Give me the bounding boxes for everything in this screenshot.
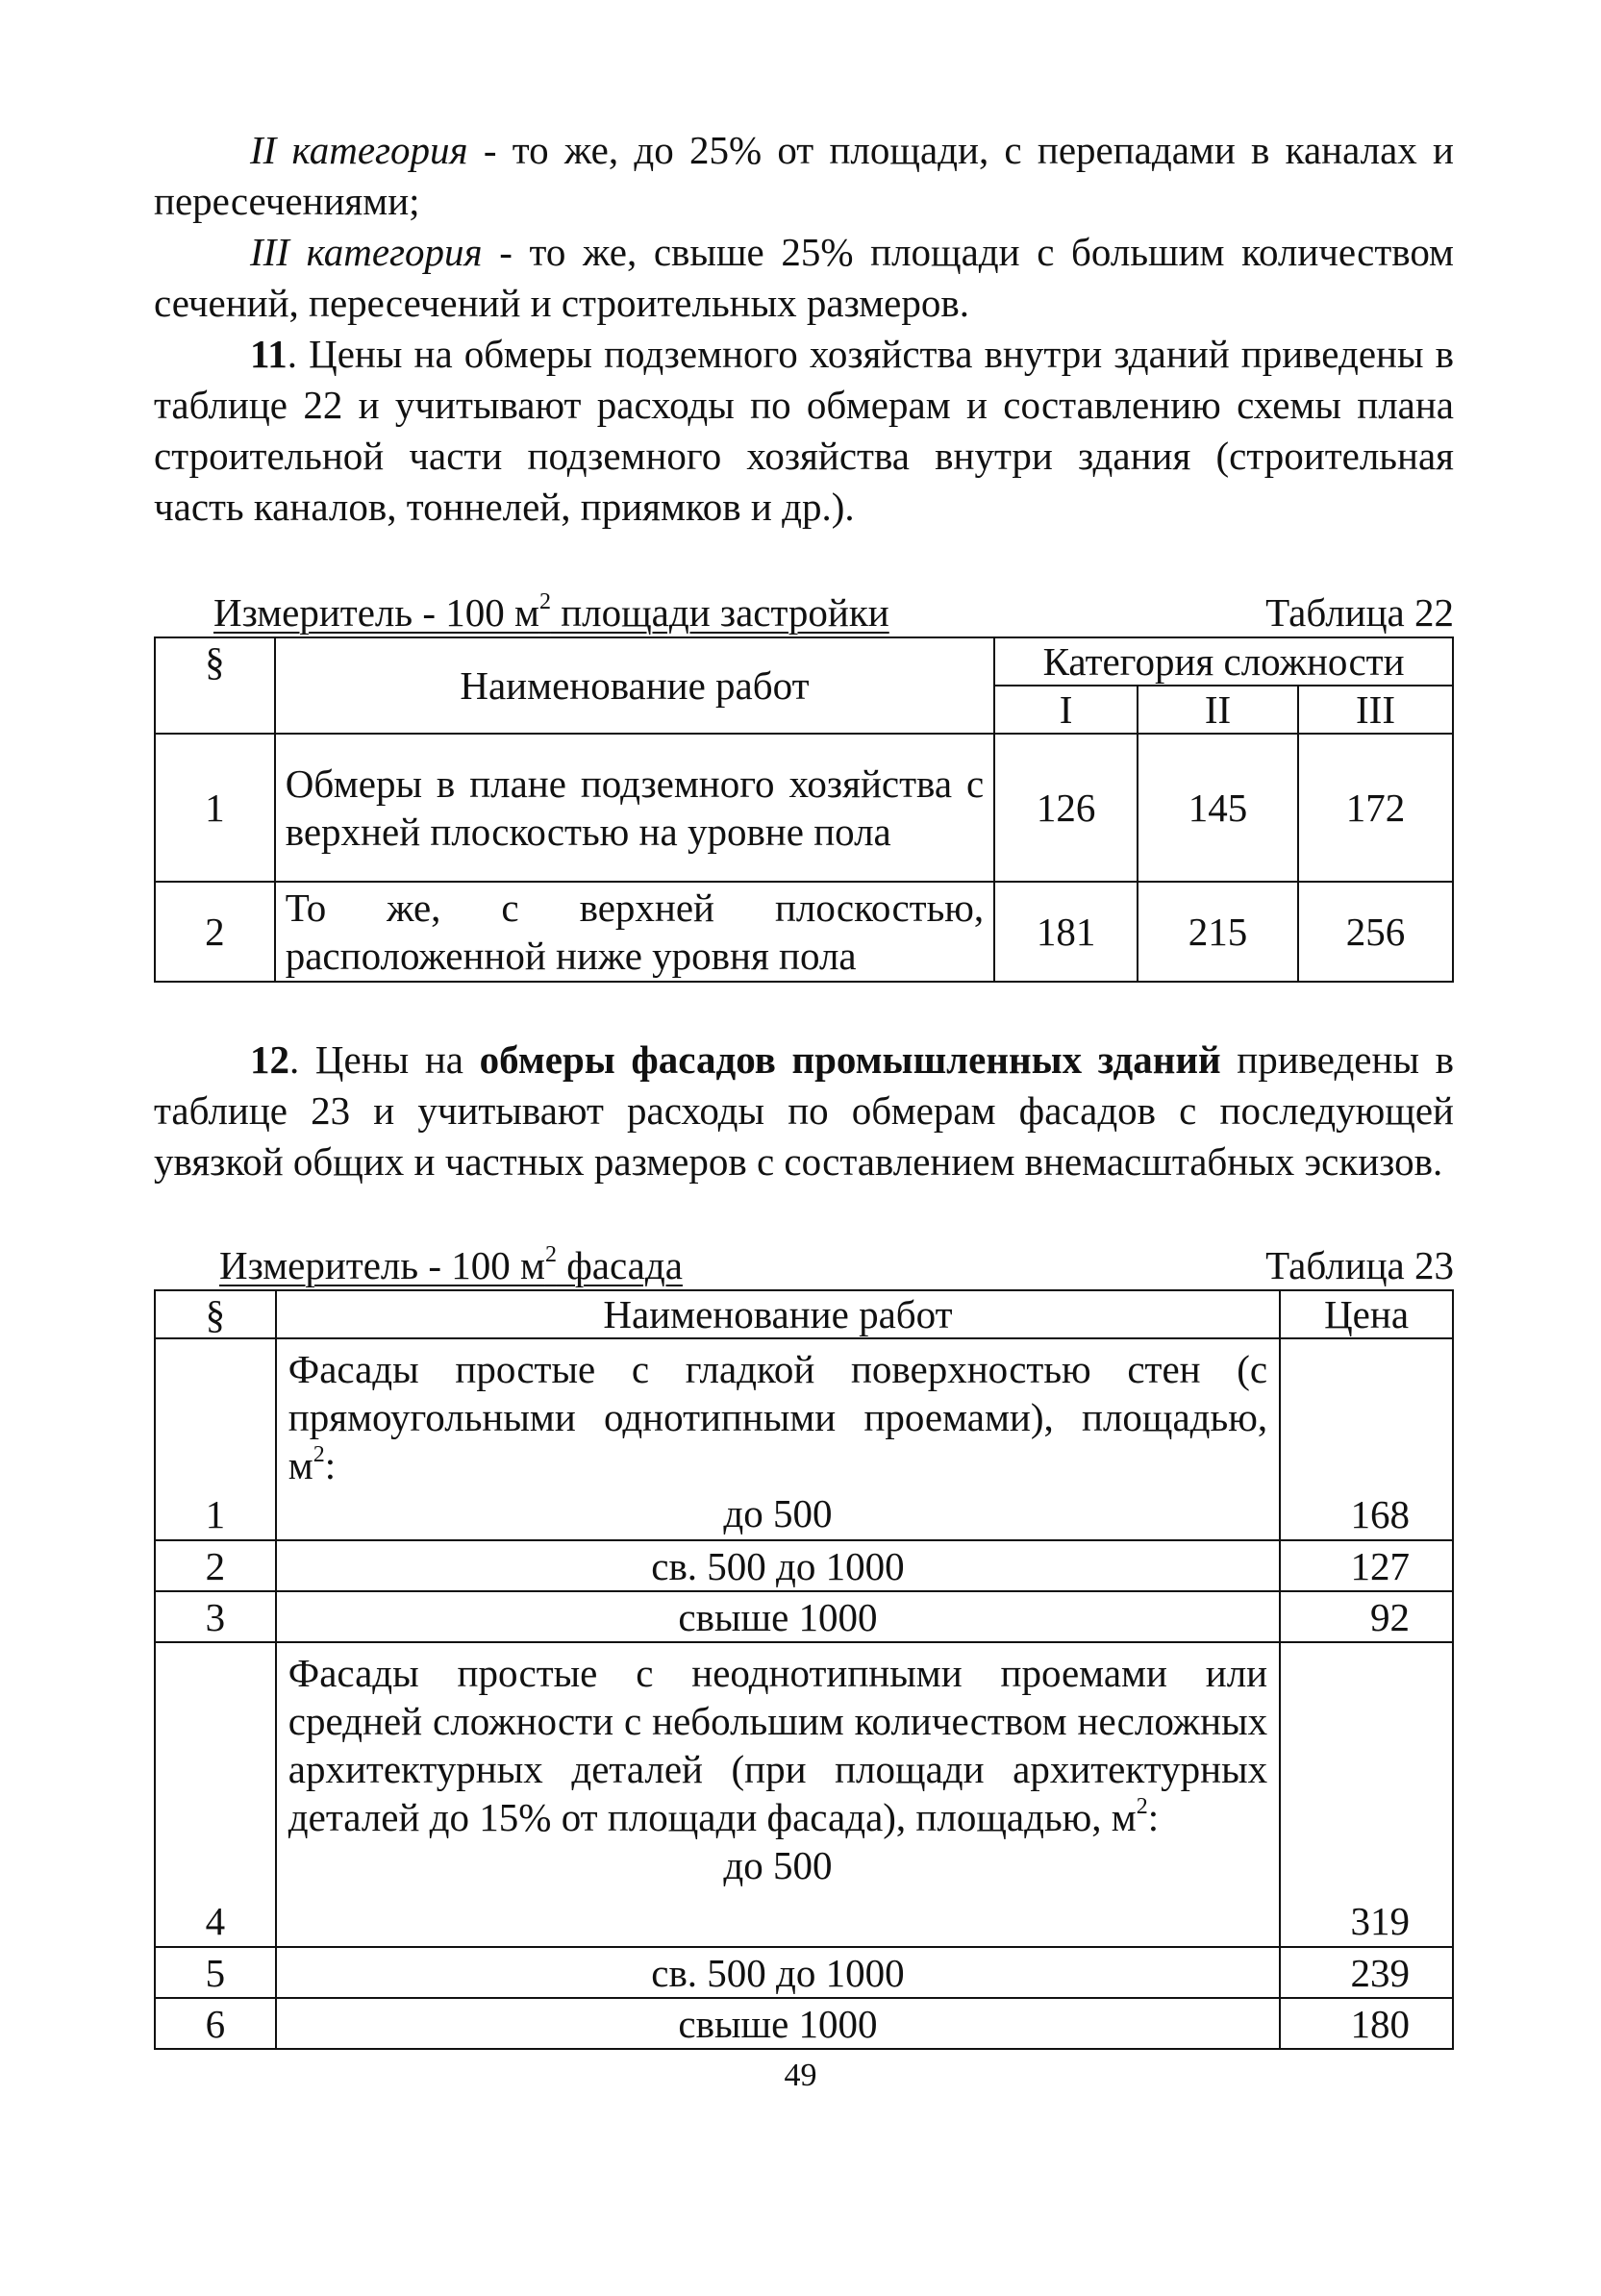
group-1-end: : [324,1443,337,1487]
page-number: 49 [784,2058,817,2093]
row-number: 1 [155,734,275,882]
table-22-header [154,588,1454,636]
header-price: Цена [1280,1290,1453,1338]
row-name: св. 500 до 1000 [276,1947,1280,1998]
meter-sup: 2 [538,589,551,614]
paragraph-11 [154,329,1454,533]
paragraph-12-number: 12 [250,1037,289,1082]
row-price: 92 [1280,1591,1453,1642]
row-value-cat-2: 145 [1138,734,1298,882]
header-cat-3: III [1298,686,1453,734]
row-value-cat-2: 215 [1138,882,1298,982]
category-3-label: III категория [250,230,483,274]
table-22 [154,636,1454,983]
header-cat-1: I [994,686,1138,734]
row-number: 5 [155,1947,276,1998]
paragraph-12 [154,1035,1454,1187]
header-section: § [155,637,275,734]
row-number: 4 [155,1642,276,1947]
row-price: 319 [1280,1642,1453,1947]
paragraph-11-text: . Цены на обмеры подземного хозяйства внутри зданий приведены в таблице 22 и учитывают расходы по обмерам и составлению схемы плана строительной части подземного хозяйства внутри здания (строительная часть каналов, тоннелей, приямков и др.). [154,332,1454,529]
table-23-meter [219,1241,683,1289]
row-name: до 500 [723,1491,833,1535]
meter-prefix: Измеритель - 100 м [219,1243,545,1287]
page-content [154,125,1454,2050]
row-price: 127 [1280,1540,1453,1591]
row-number: 6 [155,1998,276,2049]
category-2-label: II категория [250,128,468,172]
group-2-sup: 2 [1136,1794,1148,1819]
table-row [155,734,1453,882]
meter-prefix: Измеритель - 100 м [213,590,539,635]
row-number: 2 [155,882,275,982]
group-1-text [288,1345,1267,1489]
group-2-end: : [1147,1795,1160,1839]
row-number: 1 [155,1338,276,1540]
table-row [155,1591,1453,1642]
category-2-text: - то же, до 25% от площади, с перепадами в каналах и пересечениями; [154,128,1454,223]
row-name: Обмеры в плане подземного хозяйства с верхней плоскостью на уровне пола [275,734,994,882]
row-value-cat-1: 181 [994,882,1138,982]
paragraph-12-text-2: приведены в таблице 23 и учитывают расходы по обмерам фасадов с последующей увязкой общих и частных размеров с составлением внемасштабных эскизов. [154,1037,1455,1184]
group-1-label: Фасады простые с гладкой поверхностью стен (с прямоугольными однотипными проемами), площадью, м [288,1347,1268,1487]
table-22-meter [213,588,889,636]
row-price: 180 [1280,1998,1453,2049]
row-name: св. 500 до 1000 [276,1540,1280,1591]
table-row [155,1947,1453,1998]
row-name: до 500 [723,1843,833,1887]
group-1-sup: 2 [313,1442,325,1467]
row-value-cat-3: 256 [1298,882,1453,982]
meter-sup: 2 [544,1242,557,1267]
header-cat-2: II [1138,686,1298,734]
paragraph-category-2 [154,125,1454,227]
category-3-text: - то же, свыше 25% площади с большим количеством сечений, пересечений и строительных размеров. [154,230,1454,325]
paragraph-category-3 [154,227,1454,329]
header-section: § [155,1290,276,1338]
group-cell [276,1338,1280,1540]
table-row [155,882,1453,982]
row-name: То же, с верхней плоскостью, расположенной ниже уровня пола [275,882,994,982]
row-number: 3 [155,1591,276,1642]
paragraph-11-number: 11 [250,332,288,376]
paragraph-12-text-1: . Цены на [289,1037,480,1082]
row-price: 239 [1280,1947,1453,1998]
table-23-caption: Таблица 23 [1265,1243,1454,1287]
row-number: 2 [155,1540,276,1591]
header-category: Категория сложности [994,637,1453,686]
header-name: Наименование работ [275,637,994,734]
paragraph-12-bold: обмеры фасадов промышленных зданий [479,1037,1221,1082]
table-group-row [155,1338,1453,1540]
meter-suffix: фасада [556,1243,683,1287]
row-name: свыше 1000 [276,1591,1280,1642]
table-23 [154,1289,1454,2050]
table-23-header [154,1241,1454,1289]
table-row [155,1540,1453,1591]
table-22-caption: Таблица 22 [1265,590,1454,635]
meter-suffix: площади застройки [550,590,889,635]
table-group-row [155,1642,1453,1947]
group-2-label: Фасады простые с неоднотипными проемами или средней сложности с небольшим количеством несложных архитектурных деталей (при площади архитектурных деталей до 15% от площади фасада), площадью, м [288,1651,1268,1839]
table-row [155,1998,1453,2049]
row-price: 168 [1280,1338,1453,1540]
header-name: Наименование работ [276,1290,1280,1338]
row-name: свыше 1000 [276,1998,1280,2049]
row-value-cat-1: 126 [994,734,1138,882]
group-2-text [288,1649,1267,1841]
group-cell [276,1642,1280,1947]
row-value-cat-3: 172 [1298,734,1453,882]
